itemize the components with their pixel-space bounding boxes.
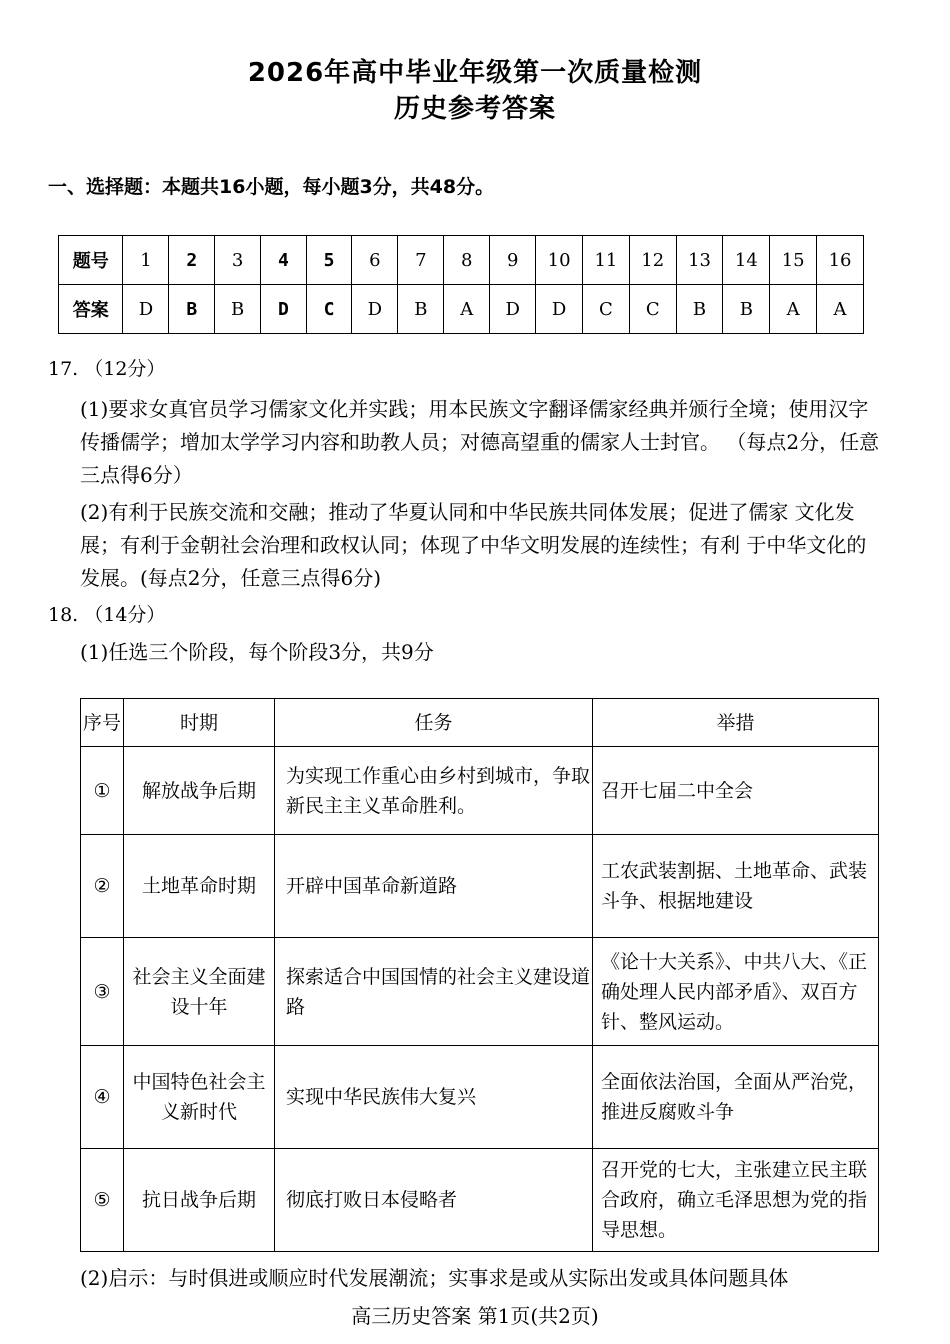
row-measure: 召开七届二中全会 (593, 747, 879, 835)
number-row (59, 236, 864, 285)
table-row (81, 747, 879, 835)
question-number: 16 (817, 236, 864, 285)
header-period: 时期 (124, 699, 275, 747)
periods-table (80, 698, 879, 1252)
section1-heading: 一、选择题：本题共16小题，每小题3分，共48分。 (48, 176, 495, 198)
table-row (81, 938, 879, 1046)
row-no: ① (81, 747, 124, 835)
q17-label: 17. （12分） (48, 358, 166, 380)
question-number: 1 (123, 236, 169, 285)
question-number: 6 (352, 236, 398, 285)
page-footer: 高三历史答案 第1页(共2页) (351, 1304, 599, 1328)
row-no: ② (81, 835, 124, 938)
row-task: 探索适合中国国情的社会主义建设道路 (275, 938, 593, 1046)
row-period: 中国特色社会主义新时代 (124, 1046, 275, 1149)
question-number: 2 (169, 236, 215, 285)
answer-table (58, 235, 864, 334)
question-number: 14 (723, 236, 770, 285)
answer-cell: B (169, 285, 215, 334)
answer-cell: B (723, 285, 770, 334)
table-row (81, 1149, 879, 1252)
answer-cell: B (676, 285, 723, 334)
row-no: ⑤ (81, 1149, 124, 1252)
question-number: 15 (770, 236, 817, 285)
table-header-row (81, 699, 879, 747)
answer-cell: B (215, 285, 261, 334)
table-row (81, 1046, 879, 1149)
row-task: 实现中华民族伟大复兴 (275, 1046, 593, 1149)
question-number: 13 (676, 236, 723, 285)
answer-cell: D (352, 285, 398, 334)
page-title: 2026年高中毕业年级第一次质量检测 (247, 58, 703, 88)
question-number: 11 (582, 236, 629, 285)
answer-cell: D (490, 285, 536, 334)
row-measure: 工农武装割据、土地革命、武装斗争、根据地建设 (593, 835, 879, 938)
header-measure: 举措 (593, 699, 879, 747)
row-period: 土地革命时期 (124, 835, 275, 938)
answer-cell: A (817, 285, 864, 334)
question-number: 8 (444, 236, 490, 285)
row-task: 开辟中国革命新道路 (275, 835, 593, 938)
question-number: 12 (629, 236, 676, 285)
question-number: 4 (261, 236, 307, 285)
answer-row-label: 答案 (59, 285, 123, 334)
table-row (81, 835, 879, 938)
answer-cell: D (536, 285, 583, 334)
answer-cell: C (629, 285, 676, 334)
answer-cell: D (123, 285, 169, 334)
header-task: 任务 (275, 699, 593, 747)
row-task: 彻底打败日本侵略者 (275, 1149, 593, 1252)
question-number: 10 (536, 236, 583, 285)
answer-cell: C (582, 285, 629, 334)
q18-part2: (2)启示：与时俱进或顺应时代发展潮流；实事求是或从实际出发或具体问题具体 (80, 1266, 789, 1290)
page-subtitle: 历史参考答案 (393, 94, 556, 124)
row-period: 社会主义全面建设十年 (124, 938, 275, 1046)
answer-cell: B (398, 285, 444, 334)
q17-part2: (2)有利于民族交流和交融；推动了华夏认同和中华民族共同体发展；促进了儒家 文化发展；有利于金朝社会治理和政权认同；体现了中华文明发展的连续性；有利 于中华文化的发展。(每点2分，任意三点得6分) (80, 500, 867, 590)
answer-row (59, 285, 864, 334)
row-period: 抗日战争后期 (124, 1149, 275, 1252)
row-period: 解放战争后期 (124, 747, 275, 835)
row-measure: 全面依法治国，全面从严治党，推进反腐败斗争 (593, 1046, 879, 1149)
row-no: ④ (81, 1046, 124, 1149)
row-measure: 召开党的七大，主张建立民主联合政府，确立毛泽思想为党的指导思想。 (593, 1149, 879, 1252)
answer-cell: A (770, 285, 817, 334)
number-row-label: 题号 (59, 236, 123, 285)
q17-part1: (1)要求女真官员学习儒家文化并实践；用本民族文字翻译儒家经典并颁行全境；使用汉字传播儒学；增加太学学习内容和助教人员；对德高望重的儒家人士封官。 （每点2分，任意三点得6分） (80, 397, 880, 487)
header-no: 序号 (81, 699, 124, 747)
row-measure: 《论十大关系》、中共八大、《正 确处理人民内部矛盾》、双百方 针、整风运动。 (593, 938, 879, 1046)
q18-label: 18. （14分） (48, 604, 166, 626)
answer-cell: C (306, 285, 352, 334)
question-number: 9 (490, 236, 536, 285)
question-number: 5 (306, 236, 352, 285)
question-number: 3 (215, 236, 261, 285)
row-no: ③ (81, 938, 124, 1046)
q18-part1: (1)任选三个阶段，每个阶段3分，共9分 (80, 640, 434, 664)
answer-cell: A (444, 285, 490, 334)
question-number: 7 (398, 236, 444, 285)
answer-cell: D (261, 285, 307, 334)
row-task: 为实现工作重心由乡村到城市，争取新民主主义革命胜利。 (275, 747, 593, 835)
